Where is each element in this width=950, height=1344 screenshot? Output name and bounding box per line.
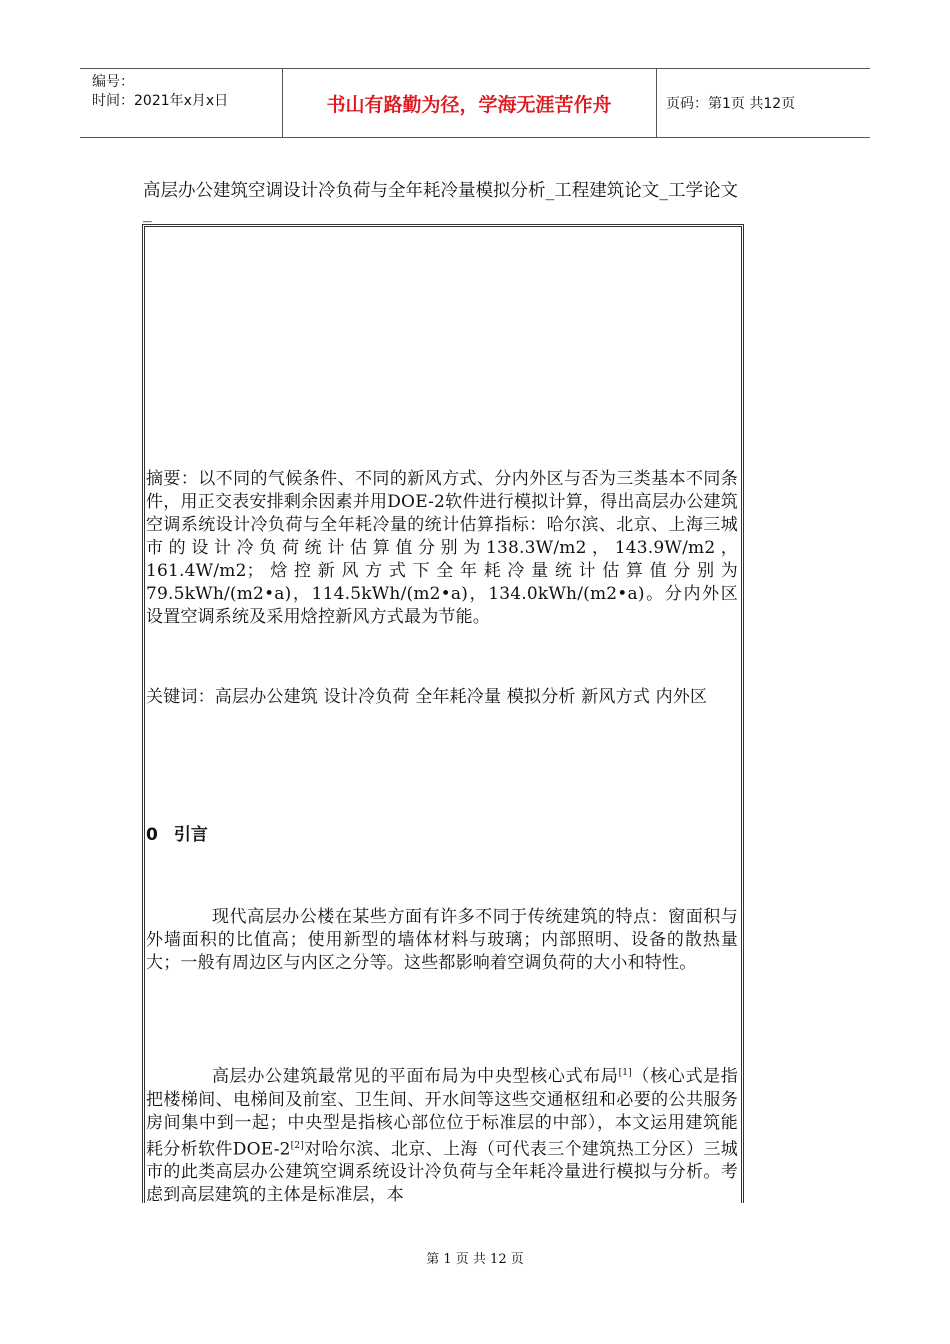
citation-ref-2[interactable]: [2]	[290, 1140, 305, 1151]
header-motto: 书山有路勤为径，学海无涯苦作舟	[326, 93, 612, 116]
section-title: 引言	[173, 825, 208, 845]
document-title: 高层办公建筑空调设计冷负荷与全年耗冷量模拟分析_工程建筑论文_工学论文_	[143, 181, 738, 223]
header-page-info: 页码：第1页 共12页	[666, 96, 796, 112]
number-label: 编号：	[92, 74, 134, 90]
section-number: 0	[146, 825, 158, 845]
header-divider	[656, 69, 657, 137]
date-label: 时间：2021年x月x日	[92, 93, 229, 109]
citation-ref-1[interactable]: [1]	[618, 1068, 632, 1078]
abstract-paragraph: 摘要：以不同的气候条件、不同的新风方式、分内外区与否为三类基本不同条件，用正交表安排剩余因素并用DOE-2软件进行模拟计算，得出高层办公建筑空调系统设计冷负荷与全年耗冷量的统计估算指标：哈尔滨、北京、上海三城市的设计冷负荷统计估算值分别为138.3W/m2，143.9W/m2，161.4W/m2；焓控新风方式下全年耗冷量统计估算值分别为79.5kWh/(m2•a)，114.5kWh/(m2•a)，134.0kWh/(m2•a)。分内外区设置空调系统及采用焓控新风方式最为节能。	[146, 469, 738, 627]
section-heading	[146, 820, 224, 845]
keywords-paragraph: 关键词：高层办公建筑 设计冷负荷 全年耗冷量 模拟分析 新风方式 内外区	[146, 687, 708, 707]
intro-paragraph-2	[146, 1062, 738, 1207]
intro-paragraph-1: 现代高层办公楼在某些方面有许多不同于传统建筑的特点：窗面积与外墙面积的比值高；使用新型的墙体材料与玻璃；内部照明、设备的散热量大；一般有周边区与内区之分等。这些都影响着空调负荷的大小和特性。	[146, 907, 738, 973]
document-header	[80, 68, 870, 138]
para2-text-a: 高层办公建筑最常见的平面布局为中央型核心式布局	[212, 1066, 619, 1087]
content-frame	[142, 224, 744, 1206]
header-meta	[92, 73, 228, 111]
para2-text-c: 对哈尔滨、北京、上海（可代表三个建筑热工分区）三城市的此类高层办公建筑空调系统设计冷负荷与全年耗冷量进行模拟与分析。考虑到高层建筑的主体是标准层，本	[146, 1139, 738, 1206]
para2-text-b: （核心式是指把楼梯间、电梯间及前室、卫生间、开水间等这些交通枢纽和必要的公共服务房间集中到一起；中央型是指核心部位位于标准层的中部），本文运用建筑能耗分析软件DOE-2	[146, 1066, 738, 1160]
page-footer: 第 1 页 共 12 页	[426, 1252, 524, 1267]
